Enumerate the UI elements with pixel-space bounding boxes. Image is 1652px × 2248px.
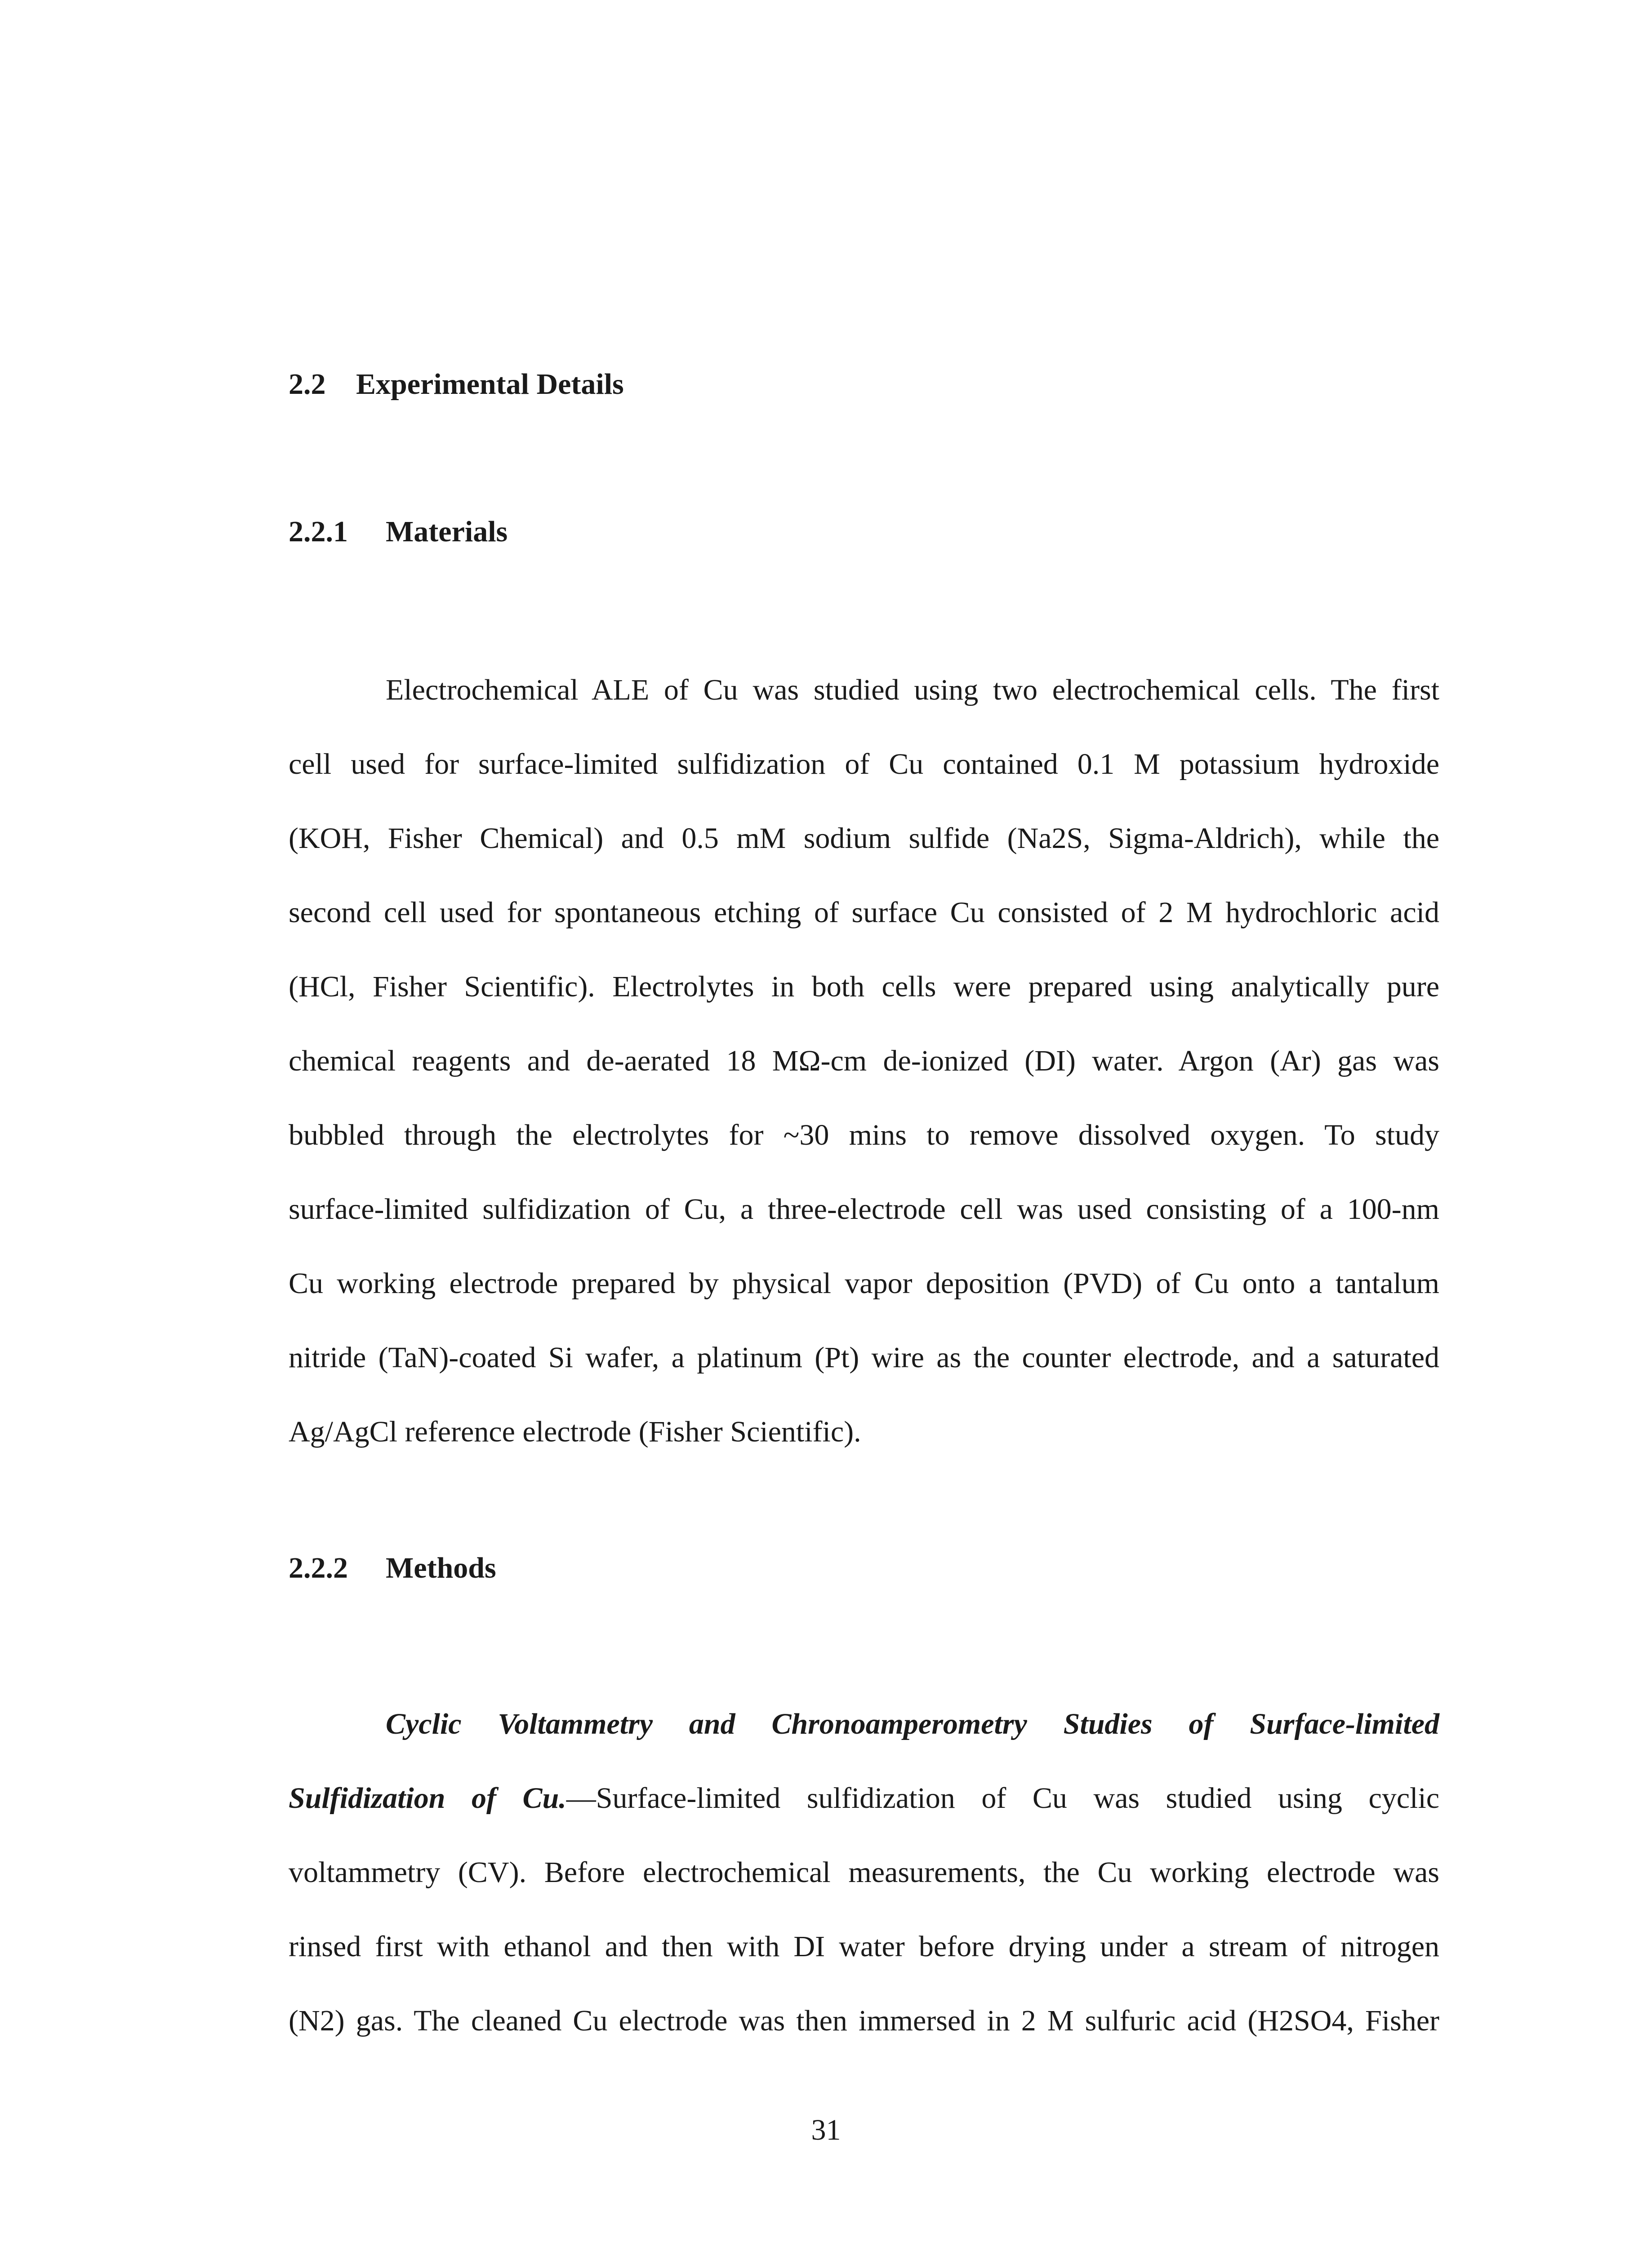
paragraph-line: (KOH, Fisher Chemical) and 0.5 mM sodium sulfide (Na2S, Sigma-Aldrich), while the [289, 822, 1439, 855]
subsection-heading-materials [289, 517, 508, 547]
section-title: Experimental Details [356, 368, 624, 401]
paragraph-line: (N2) gas. The cleaned Cu electrode was then immersed in 2 M sulfuric acid (H2SO4, Fisher [289, 2004, 1439, 2037]
paragraph-line: (HCl, Fisher Scientific). Electrolytes in both cells were prepared using analytically pure [289, 970, 1439, 1003]
section-number: 2.2 [289, 368, 326, 401]
materials-paragraph [289, 653, 1439, 1469]
paragraph-line [289, 1761, 1439, 1835]
paragraph-line: nitride (TaN)-coated Si wafer, a platinum (Pt) wire as the counter electrode, and a saturated [289, 1341, 1439, 1374]
subsection-heading-methods [289, 1553, 496, 1583]
section-heading-experimental-details [289, 370, 624, 399]
paragraph-line: cell used for surface-limited sulfidization of Cu contained 0.1 M potassium hydroxide [289, 748, 1439, 781]
paragraph-line: surface-limited sulfidization of Cu, a three-electrode cell was used consisting of a 100-nm [289, 1193, 1439, 1226]
run-in-subheading-end: Sulfidization of Cu. [289, 1782, 566, 1815]
paragraph-line: chemical reagents and de-aerated 18 MΩ-cm de-ionized (DI) water. Argon (Ar) gas was [289, 1044, 1439, 1077]
paragraph-line: Ag/AgCl reference electrode (Fisher Scientific). [289, 1415, 861, 1448]
paragraph-line: Electrochemical ALE of Cu was studied using two electrochemical cells. The first [386, 674, 1439, 706]
paragraph-line: rinsed first with ethanol and then with DI water before drying under a stream of nitrogen [289, 1930, 1439, 1963]
paragraph-text: —Surface-limited sulfidization of Cu was studied using cyclic [566, 1782, 1440, 1815]
subsection-number: 2.2.2 [289, 1552, 348, 1584]
subsection-title: Materials [386, 515, 508, 548]
paragraph-line: voltammetry (CV). Before electrochemical measurements, the Cu working electrode was [289, 1856, 1439, 1889]
paragraph-line: second cell used for spontaneous etching of surface Cu consisted of 2 M hydrochloric acid [289, 896, 1439, 929]
subsection-title: Methods [386, 1552, 496, 1584]
paragraph-line: Cu working electrode prepared by physical vapor deposition (PVD) of Cu onto a tantalum [289, 1267, 1439, 1300]
page-number: 31 [811, 2114, 841, 2146]
run-in-subheading: Cyclic Voltammetry and Chronoamperometry Studies of Surface-limited [386, 1708, 1439, 1740]
subsection-number: 2.2.1 [289, 515, 348, 548]
paragraph-line: bubbled through the electrolytes for ~30 mins to remove dissolved oxygen. To study [289, 1119, 1439, 1151]
methods-paragraph [289, 1687, 1439, 2058]
